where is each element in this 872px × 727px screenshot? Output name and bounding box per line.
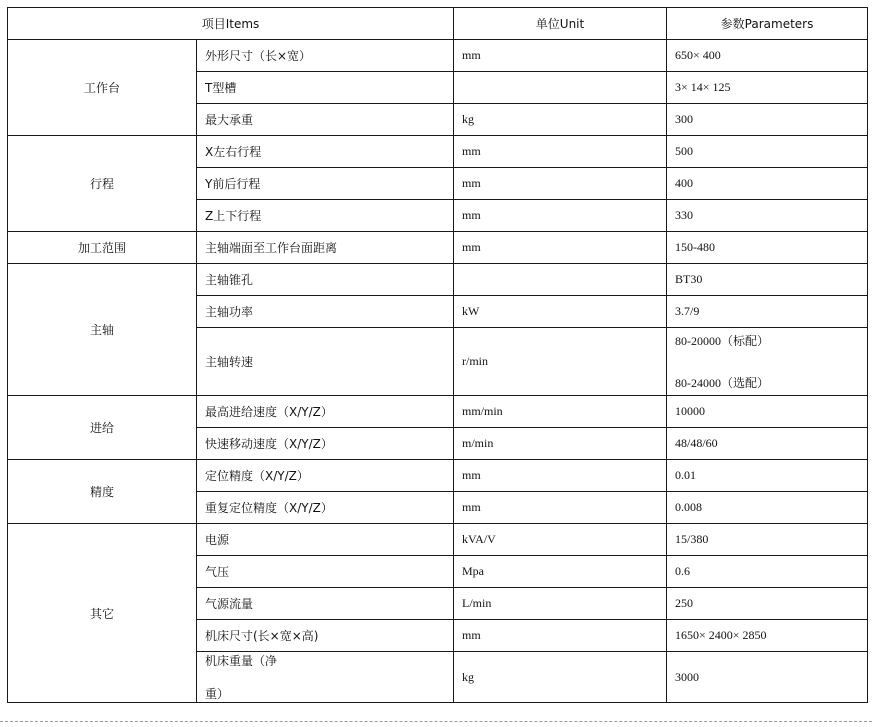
item-cell: 定位精度（X/Y/Z） [197, 460, 454, 492]
value-cell: BT30 [667, 264, 868, 296]
header-items: 项目Items [8, 8, 454, 40]
value-cell: 0.008 [667, 492, 868, 524]
value-cell: 250 [667, 588, 868, 620]
unit-cell: kg [454, 104, 667, 136]
unit-cell: mm [454, 232, 667, 264]
table-row [8, 396, 868, 428]
value-cell: 0.6 [667, 556, 868, 588]
unit-cell: mm [454, 460, 667, 492]
page-break-line [0, 721, 872, 722]
value-cell: 1650× 2400× 2850 [667, 620, 868, 652]
unit-cell: mm [454, 492, 667, 524]
value-cell: 500 [667, 136, 868, 168]
unit-cell: L/min [454, 588, 667, 620]
table-row [8, 232, 868, 264]
value-cell: 15/380 [667, 524, 868, 556]
value-cell: 400 [667, 168, 868, 200]
unit-cell [454, 264, 667, 296]
group-precision: 精度 [8, 460, 197, 524]
value-cell [667, 328, 868, 396]
item-cell: X左右行程 [197, 136, 454, 168]
unit-cell: kVA/V [454, 524, 667, 556]
group-feed: 进给 [8, 396, 197, 460]
value-cell: 300 [667, 104, 868, 136]
group-spindle: 主轴 [8, 264, 197, 396]
item-cell: Y前后行程 [197, 168, 454, 200]
item-line: 重） [205, 687, 230, 701]
header-row [8, 8, 868, 40]
header-unit: 单位Unit [454, 8, 667, 40]
value-cell: 0.01 [667, 460, 868, 492]
item-cell: 主轴转速 [197, 328, 454, 396]
unit-cell: mm [454, 200, 667, 232]
item-cell: 外形尺寸（长×宽） [197, 40, 454, 72]
value-cell: 3.7/9 [667, 296, 868, 328]
value-line: 80-20000（标配） [675, 334, 770, 348]
unit-cell: kW [454, 296, 667, 328]
value-cell: 3× 14× 125 [667, 72, 868, 104]
item-cell [197, 652, 454, 703]
item-cell: 重复定位精度（X/Y/Z） [197, 492, 454, 524]
table-row [8, 264, 868, 296]
unit-cell: r/min [454, 328, 667, 396]
group-range: 加工范围 [8, 232, 197, 264]
group-worktable: 工作台 [8, 40, 197, 136]
unit-cell: mm [454, 40, 667, 72]
item-cell: 气压 [197, 556, 454, 588]
item-cell: 机床尺寸(长×宽×高) [197, 620, 454, 652]
value-cell: 10000 [667, 396, 868, 428]
table-row [8, 524, 868, 556]
spec-table [7, 7, 868, 703]
table-row [8, 136, 868, 168]
header-params: 参数Parameters [667, 8, 868, 40]
item-cell: 主轴端面至工作台面距离 [197, 232, 454, 264]
unit-cell: mm [454, 136, 667, 168]
item-line: 机床重量（净 [205, 654, 278, 668]
value-cell: 330 [667, 200, 868, 232]
unit-cell: mm [454, 168, 667, 200]
unit-cell [454, 72, 667, 104]
table-row [8, 40, 868, 72]
value-cell: 650× 400 [667, 40, 868, 72]
group-travel: 行程 [8, 136, 197, 232]
item-cell: 最大承重 [197, 104, 454, 136]
value-cell: 48/48/60 [667, 428, 868, 460]
value-line: 80-24000（选配） [675, 376, 770, 390]
unit-cell: Mpa [454, 556, 667, 588]
item-cell: Z上下行程 [197, 200, 454, 232]
item-cell: 快速移动速度（X/Y/Z） [197, 428, 454, 460]
value-cell: 3000 [667, 652, 868, 703]
item-cell: 电源 [197, 524, 454, 556]
item-cell: T型槽 [197, 72, 454, 104]
item-cell: 气源流量 [197, 588, 454, 620]
item-cell: 主轴功率 [197, 296, 454, 328]
group-other: 其它 [8, 524, 197, 703]
item-cell: 最高进给速度（X/Y/Z） [197, 396, 454, 428]
unit-cell: mm [454, 620, 667, 652]
item-cell: 主轴锥孔 [197, 264, 454, 296]
unit-cell: kg [454, 652, 667, 703]
unit-cell: mm/min [454, 396, 667, 428]
table-row [8, 460, 868, 492]
value-cell: 150-480 [667, 232, 868, 264]
unit-cell: m/min [454, 428, 667, 460]
